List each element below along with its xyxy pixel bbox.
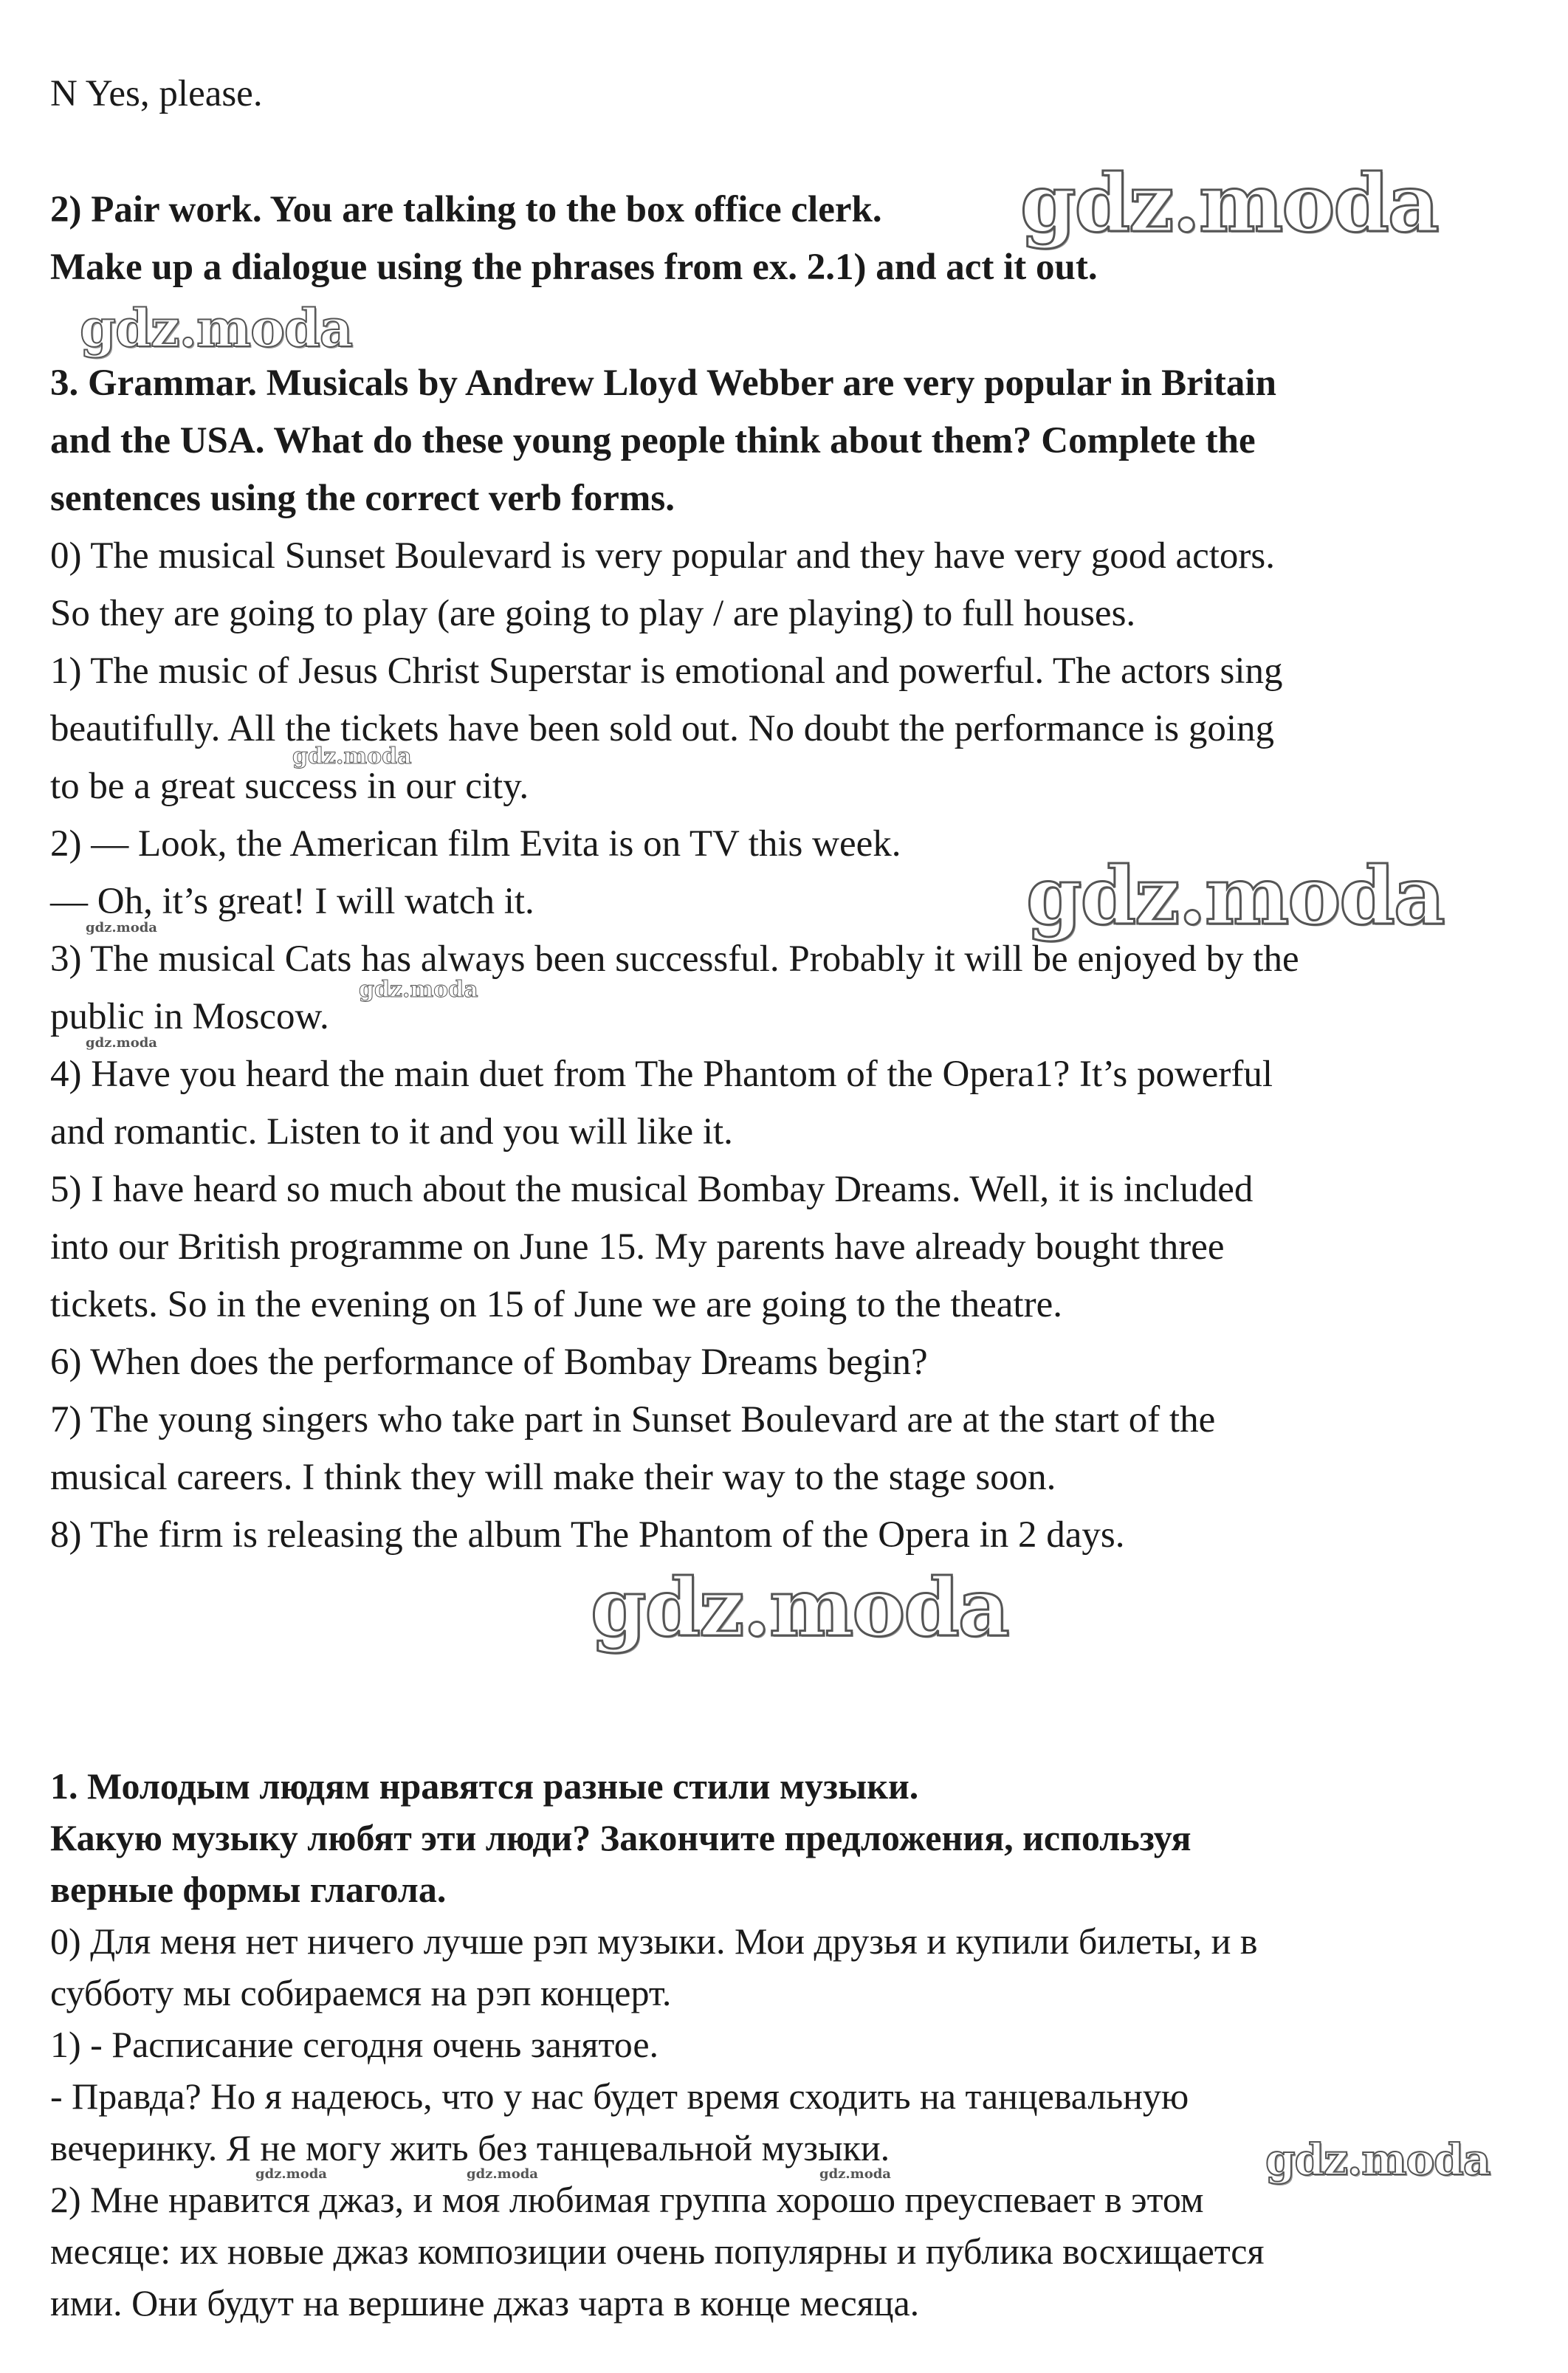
text-line: N Yes, please. (50, 73, 263, 114)
text-line: into our British programme on June 15. My parents have already bought three (50, 1226, 1225, 1268)
text-line: and romantic. Listen to it and you will like it. (50, 1111, 733, 1153)
text-line: public in Moscow. (50, 996, 329, 1037)
text-line: 5) I have heard so much about the musical Bombay Dreams. Well, it is included (50, 1169, 1254, 1210)
watermark: gdz.moda (1265, 2135, 1490, 2185)
watermark: gdz.moda (359, 977, 478, 1003)
text-line: 8) The firm is releasing the album The Phantom of the Opera in 2 days. (50, 1514, 1125, 1556)
watermark: gdz.moda (467, 2166, 538, 2182)
watermark: gdz.moda (255, 2166, 327, 2182)
text-line: 7) The young singers who take part in Sunset Boulevard are at the start of the (50, 1399, 1216, 1440)
watermark: gdz.moda (591, 1562, 1008, 1655)
text-line: субботу мы собираемся на рэп концерт. (50, 1972, 672, 2013)
text-line: tickets. So in the evening on 15 of June we are going to the theatre. (50, 1284, 1062, 1325)
text-line: ими. Они будут на вершине джаз чарта в конце месяца. (50, 2282, 920, 2324)
watermark: gdz.moda (86, 1035, 157, 1051)
text-line: So they are going to play (are going to play / are playing) to full houses. (50, 593, 1136, 634)
task-heading: and the USA. What do these young people think about them? Complete the (50, 420, 1256, 461)
task-heading: 3. Grammar. Musicals by Andrew Lloyd Webber are very popular in Britain (50, 363, 1276, 404)
text-line: 0) Для меня нет ничего лучше рэп музыки. Мои друзья и купили билеты, и в (50, 1920, 1258, 1962)
task-heading: 2) Pair work. You are talking to the box office clerk. (50, 189, 882, 230)
watermark: gdz.moda (80, 298, 353, 359)
watermark: gdz.moda (86, 920, 157, 935)
text-line: — Oh, it’s great! I will watch it. (50, 881, 534, 922)
text-line: вечеринку. Я не могу жить без танцевальной музыки. (50, 2127, 890, 2168)
text-line: 2) — Look, the American film Evita is on TV this week. (50, 823, 901, 865)
text-line: 0) The musical Sunset Boulevard is very popular and they have very good actors. (50, 535, 1275, 577)
watermark: gdz.moda (1020, 157, 1438, 250)
text-line: 6) When does the performance of Bombay Dreams begin? (50, 1342, 928, 1383)
task-heading: 1. Молодым людям нравятся разные стили музыки. (50, 1765, 919, 1807)
watermark: gdz.moda (292, 744, 412, 769)
text-line: 1) The music of Jesus Christ Superstar is emotional and powerful. The actors sing (50, 650, 1283, 692)
text-line: 1) - Расписание сегодня очень занятое. (50, 2024, 659, 2065)
text-line: musical careers. I think they will make their way to the stage soon. (50, 1457, 1056, 1498)
text-line: 4) Have you heard the main duet from The Phantom of the Opera1? It’s powerful (50, 1054, 1273, 1095)
watermark: gdz.moda (819, 2166, 891, 2182)
text-line: 2) Мне нравится джаз, и моя любимая группа хорошо преуспевает в этом (50, 2179, 1204, 2220)
task-heading: верные формы глагола. (50, 1869, 447, 1910)
task-heading: Make up a dialogue using the phrases from ex. 2.1) and act it out. (50, 247, 1098, 288)
text-line: - Правда? Но я надеюсь, что у нас будет время сходить на танцевальную (50, 2075, 1189, 2117)
watermark: gdz.moda (1026, 850, 1444, 943)
text-line: to be a great success in our city. (50, 766, 529, 807)
task-heading: sentences using the correct verb forms. (50, 478, 675, 519)
task-heading: Какую музыку любят эти люди? Закончите предложения, используя (50, 1817, 1192, 1858)
text-line: 3) The musical Cats has always been successful. Probably it will be enjoyed by the (50, 938, 1299, 980)
text-line: месяце: их новые джаз композиции очень популярны и публика восхищается (50, 2231, 1265, 2272)
text-line: beautifully. All the tickets have been sold out. No doubt the performance is going (50, 708, 1275, 749)
